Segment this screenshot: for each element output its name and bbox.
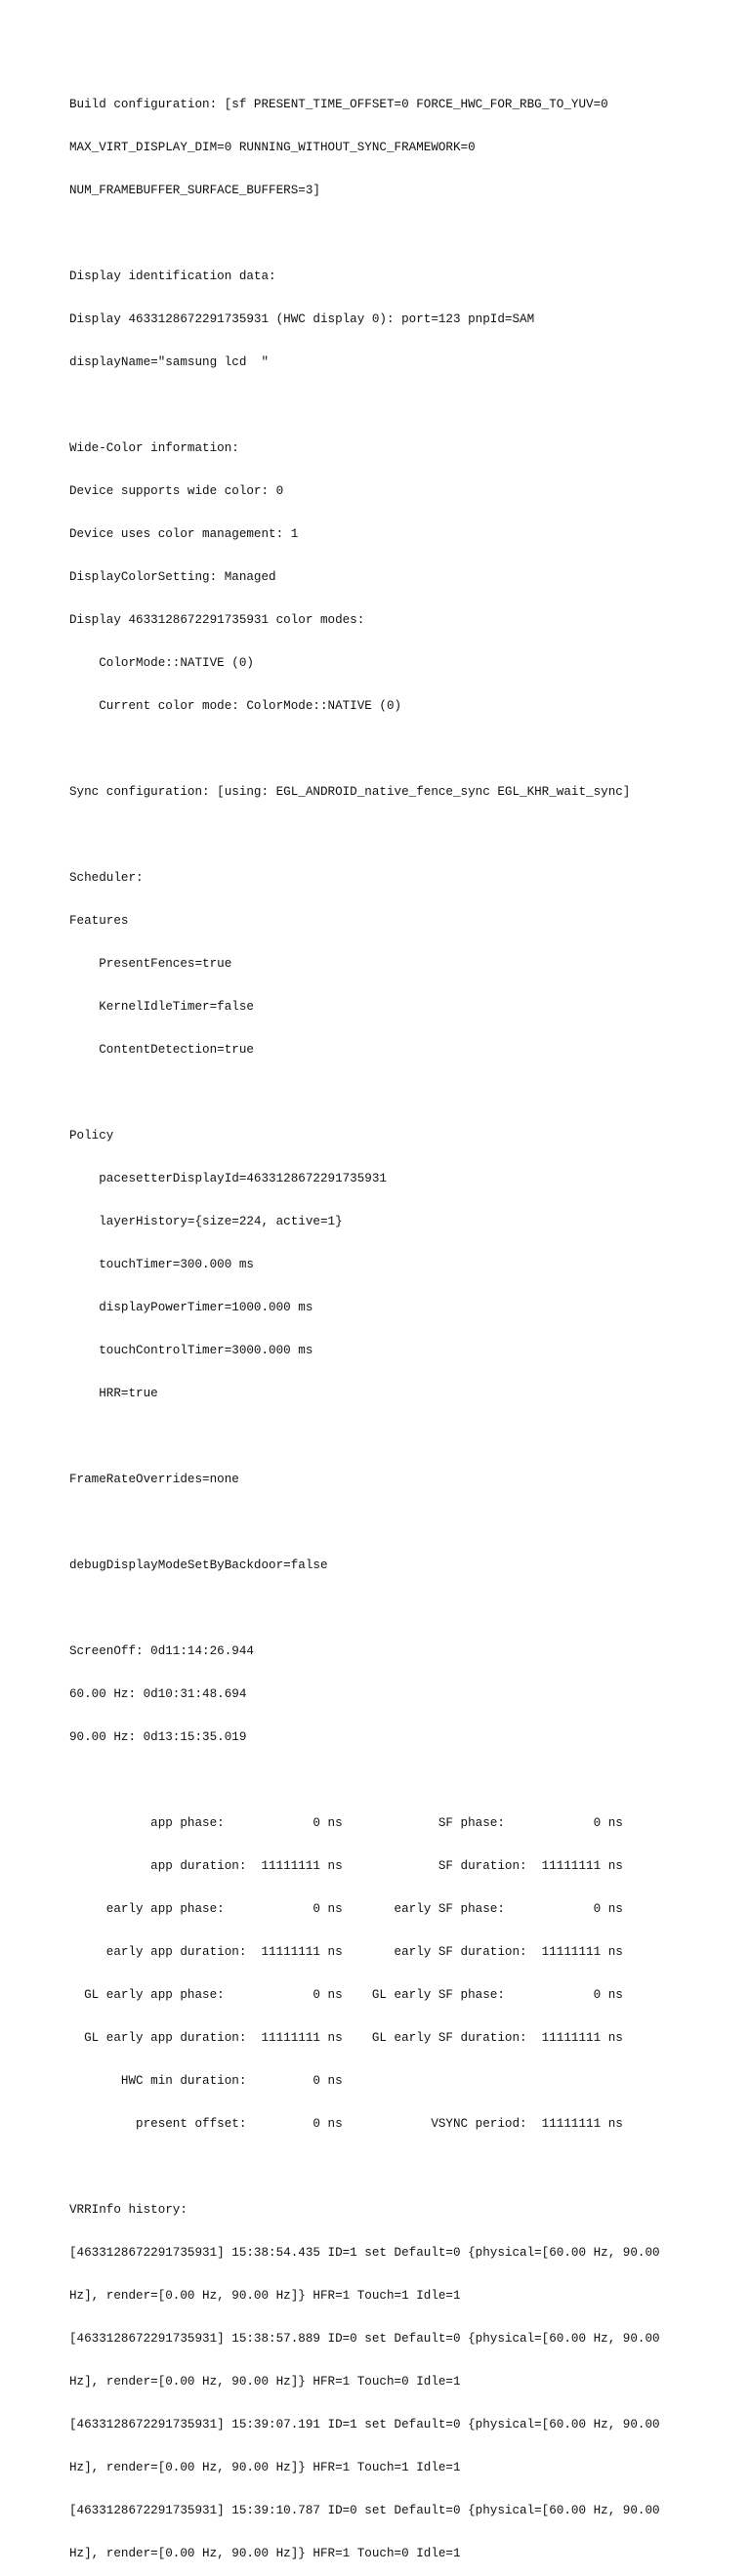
text-line: Build configuration: [sf PRESENT_TIME_OFFSET=0 FORCE_HWC_FOR_RBG_TO_YUV=0	[69, 98, 608, 112]
text-line: ColorMode::NATIVE (0)	[69, 656, 254, 671]
dumpsys-text-document	[69, 69, 743, 2576]
text-line	[69, 1601, 743, 1616]
text-line: 60.00 Hz: 0d10:31:48.694	[69, 1687, 247, 1702]
text-line: early app phase: 0 ns early SF phase: 0 ns	[69, 1902, 623, 1917]
text-line: Wide-Color information:	[69, 441, 239, 456]
text-line: Features	[69, 914, 129, 929]
text-line: Hz], render=[0.00 Hz, 90.00 Hz]} HFR=1 Touch=1 Idle=1	[69, 2461, 461, 2475]
text-line: layerHistory={size=224, active=1}	[69, 1215, 343, 1229]
text-line: Display 4633128672291735931 (HWC display 0): port=123 pnpId=SAM	[69, 312, 535, 327]
text-line	[69, 1773, 743, 1788]
text-line: VRRInfo history:	[69, 2203, 188, 2218]
text-line: Hz], render=[0.00 Hz, 90.00 Hz]} HFR=1 Touch=0 Idle=1	[69, 2547, 461, 2561]
text-line: displayName="samsung lcd "	[69, 355, 270, 370]
text-line	[69, 227, 743, 241]
text-line	[69, 1086, 743, 1101]
text-line: GL early app duration: 11111111 ns GL early SF duration: 11111111 ns	[69, 2031, 623, 2046]
text-line: PresentFences=true	[69, 957, 232, 972]
text-line: app duration: 11111111 ns SF duration: 11111111 ns	[69, 1859, 623, 1874]
text-line: HRR=true	[69, 1387, 158, 1401]
text-line: FrameRateOverrides=none	[69, 1473, 239, 1487]
text-line	[69, 1430, 743, 1444]
text-line: touchControlTimer=3000.000 ms	[69, 1344, 313, 1358]
text-line: MAX_VIRT_DISPLAY_DIM=0 RUNNING_WITHOUT_SYNC_FRAMEWORK=0	[69, 141, 476, 155]
text-line: Display 4633128672291735931 color modes:	[69, 613, 365, 628]
text-line: ScreenOff: 0d11:14:26.944	[69, 1644, 254, 1659]
text-line: pacesetterDisplayId=4633128672291735931	[69, 1172, 387, 1186]
text-line: GL early app phase: 0 ns GL early SF phase: 0 ns	[69, 1988, 623, 2003]
text-line: touchTimer=300.000 ms	[69, 1258, 254, 1272]
text-line: Hz], render=[0.00 Hz, 90.00 Hz]} HFR=1 Touch=1 Idle=1	[69, 2289, 461, 2304]
text-line: app phase: 0 ns SF phase: 0 ns	[69, 1816, 623, 1831]
text-line: [4633128672291735931] 15:39:10.787 ID=0 set Default=0 {physical=[60.00 Hz, 90.00	[69, 2504, 660, 2518]
text-line	[69, 828, 743, 843]
text-line: Current color mode: ColorMode::NATIVE (0)	[69, 699, 402, 714]
text-line: Device supports wide color: 0	[69, 484, 284, 499]
text-line: Hz], render=[0.00 Hz, 90.00 Hz]} HFR=1 Touch=0 Idle=1	[69, 2375, 461, 2389]
text-line: early app duration: 11111111 ns early SF duration: 11111111 ns	[69, 1945, 623, 1960]
text-line	[69, 2160, 743, 2175]
text-line: ContentDetection=true	[69, 1043, 254, 1058]
text-line: debugDisplayModeSetByBackdoor=false	[69, 1558, 328, 1573]
text-line	[69, 398, 743, 413]
text-line: displayPowerTimer=1000.000 ms	[69, 1301, 313, 1315]
text-line: Policy	[69, 1129, 114, 1143]
text-line: Scheduler:	[69, 871, 144, 886]
text-line: Sync configuration: [using: EGL_ANDROID_native_fence_sync EGL_KHR_wait_sync]	[69, 785, 631, 800]
text-line: 90.00 Hz: 0d13:15:35.019	[69, 1730, 247, 1745]
text-line	[69, 742, 743, 757]
text-line	[69, 1516, 743, 1530]
text-line: KernelIdleTimer=false	[69, 1000, 254, 1015]
text-line: present offset: 0 ns VSYNC period: 11111111 ns	[69, 2117, 623, 2132]
text-line: Display identification data:	[69, 270, 276, 284]
text-line: HWC min duration: 0 ns	[69, 2074, 343, 2089]
text-line: [4633128672291735931] 15:38:57.889 ID=0 set Default=0 {physical=[60.00 Hz, 90.00	[69, 2332, 660, 2347]
text-line: DisplayColorSetting: Managed	[69, 570, 276, 585]
text-line: NUM_FRAMEBUFFER_SURFACE_BUFFERS=3]	[69, 184, 320, 198]
text-line: [4633128672291735931] 15:39:07.191 ID=1 set Default=0 {physical=[60.00 Hz, 90.00	[69, 2418, 660, 2432]
text-line: [4633128672291735931] 15:38:54.435 ID=1 set Default=0 {physical=[60.00 Hz, 90.00	[69, 2246, 660, 2261]
text-line: Device uses color management: 1	[69, 527, 299, 542]
